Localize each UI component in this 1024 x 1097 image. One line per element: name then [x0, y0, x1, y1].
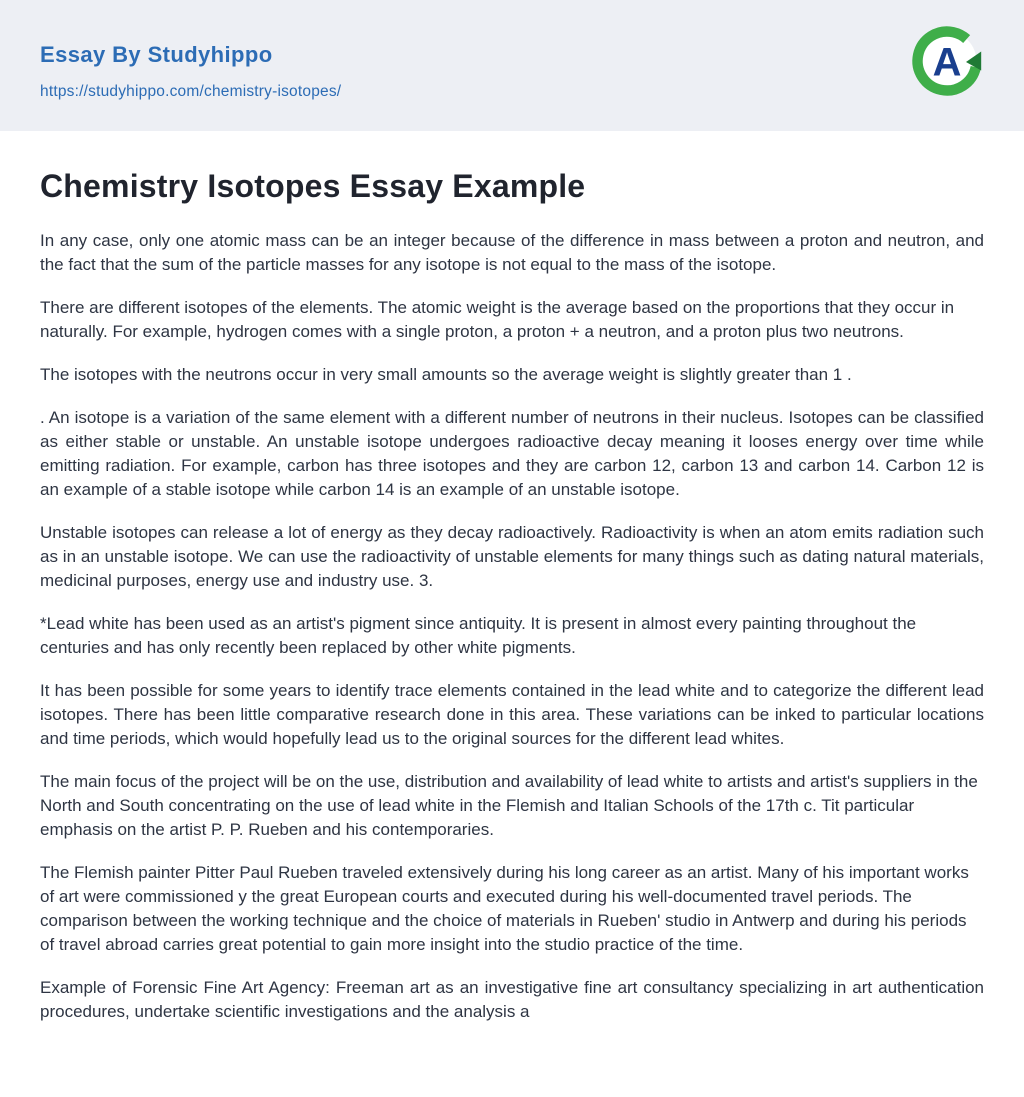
essay-paragraph: Example of Forensic Fine Art Agency: Freeman art as an investigative fine art consultancy specializing in art authentication procedures, undertake scientific investigations and the analysis a [40, 978, 984, 1022]
page-header [0, 0, 1024, 131]
essay-paragraph: The isotopes with the neutrons occur in very small amounts so the average weight is slightly greater than 1 . [40, 365, 852, 385]
page-title: Chemistry Isotopes Essay Example [40, 168, 586, 204]
essay-paragraph: . An isotope is a variation of the same element with a different number of neutrons in their nucleus. Isotopes can be classified as either stable or unstable. An unstable isotope undergoes radioactive decay meaning it looses energy over time while emitting radiation. For example, carbon has three isotopes and they are carbon 12, carbon 13 and carbon 14. Carbon 12 is an example of a stable isotope while carbon 14 is an example of an unstable isotope. [40, 408, 984, 500]
byline: Essay By Studyhippo [40, 42, 273, 67]
essay-paragraph: The Flemish painter Pitter Paul Rueben traveled extensively during his long career as an artist. Many of his important works of art were commissioned y the great European courts and executed during his well-documented travel periods. The comparison between the working technique and the choice of materials in Rueben' studio in Antwerp and during his periods of travel abroad carries great potential to gain more insight into the studio practice of the time. [40, 863, 969, 955]
essay-content [0, 131, 1024, 1093]
source-url-link[interactable]: https://studyhippo.com/chemistry-isotopes/ [40, 83, 342, 100]
essay-paragraph: *Lead white has been used as an artist's pigment since antiquity. It is present in almost every painting throughout the centuries and has only recently been replaced by other white pigments. [40, 614, 917, 658]
essay-body [40, 229, 984, 1024]
essay-paragraph: There are different isotopes of the elements. The atomic weight is the average based on the proportions that they occur in naturally. For example, hydrogen comes with a single proton, a proton + a neutron, and a proton plus two neutrons. [40, 298, 955, 342]
essay-paragraph: In any case, only one atomic mass can be an integer because of the difference in mass between a proton and neutron, and the fact that the sum of the particle masses for any isotope is not equal to the mass of the isotope. [40, 231, 984, 275]
essay-paragraph: Unstable isotopes can release a lot of energy as they decay radioactively. Radioactivity is when an atom emits radiation such as in an unstable isotope. We can use the radioactivity of unstable elements for many things such as dating natural materials, medicinal purposes, energy use and industry use. 3. [40, 523, 984, 591]
svg-text:A: A [932, 40, 962, 85]
essay-paragraph: The main focus of the project will be on the use, distribution and availability of lead white to artists and artist's suppliers in the North and South concentrating on the use of lead white in the Flemish and Italian Schools of the 17th c. Tit particular emphasis on the artist P. P. Rueben and his contemporaries. [40, 772, 978, 840]
studyhippo-logo-icon [909, 23, 985, 99]
essay-paragraph: It has been possible for some years to identify trace elements contained in the lead white and to categorize the different lead isotopes. There has been little comparative research done in this area. These variations can be inked to particular locations and time periods, which would hopefully lead us to the original sources for the different lead whites. [40, 681, 984, 749]
